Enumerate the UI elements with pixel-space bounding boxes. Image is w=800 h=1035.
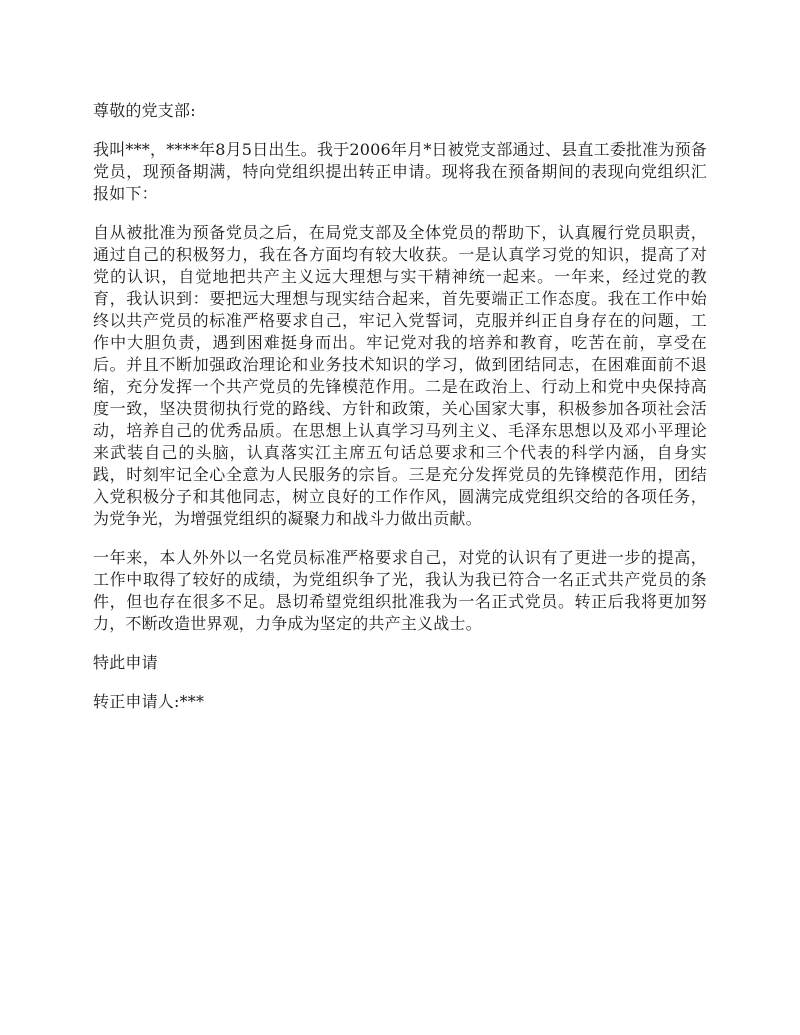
summary-paragraph: 一年来，本人外外以一名党员标准严格要求自己，对党的认识有了更进一步的提高，工作中取得了较好的成绩，为党组织争了光，我认为我已符合一名正式共产党员的条件，但也存在很多不足。恳切希望党组织批准我为一名正式党员。转正后我将更加努力，不断改造世界观，力争成为坚定的共产主义战士。 [93,548,707,633]
closing-line: 特此申请 [93,653,158,672]
report-paragraph: 自从被批准为预备党员之后，在局党支部及全体党员的帮助下，认真履行党员职责，通过自己的积极努力，我在各方面均有较大收获。一是认真学习党的知识，提高了对党的认识，自觉地把共产主义远大理想与实干精神统一起来。一年来，经过党的教育，我认识到：要把远大理想与现实结合起来，首先要端正工作态度。我在工作中始终以共产党员的标准严格要求自己，牢记入党誓词，克服并纠正自身存在的问题，工作中大胆负责，遇到困难挺身而出。牢记党对我的培养和教育，吃苦在前，享受在后。并且不断加强政治理论和业务技术知识的学习，做到团结同志，在困难面前不退缩，充分发挥一个共产党员的先锋模范作用。二是在政治上、行动上和党中央保持高度一致，坚决贯彻执行党的路线、方针和政策，关心国家大事，积极参加各项社会活动，培养自己的优秀品质。在思想上认真学习马列主义、毛泽东思想以及邓小平理论来武装自己的头脑，认真落实江主席五句话总要求和三个代表的科学内涵，自身实践，时刻牢记全心全意为人民服务的宗旨。三是充分发挥党员的先锋模范作用，团结入党积极分子和其他同志，树立良好的工作作风，圆满完成党组织交给的各项任务，为党争光，为增强党组织的凝聚力和战斗力做出贡献。 [93,223,707,528]
salutation: 尊敬的党支部: [93,101,196,120]
signature-line: 转正申请人:*** [93,692,205,711]
letter-body [93,100,707,730]
intro-paragraph: 我叫***，****年8月5日出生。我于2006年月*日被党支部通过、县直工委批准为预备党员，现预备期满，特向党组织提出转正申请。现将我在预备期间的表现向党组织汇报如下： [93,140,707,203]
